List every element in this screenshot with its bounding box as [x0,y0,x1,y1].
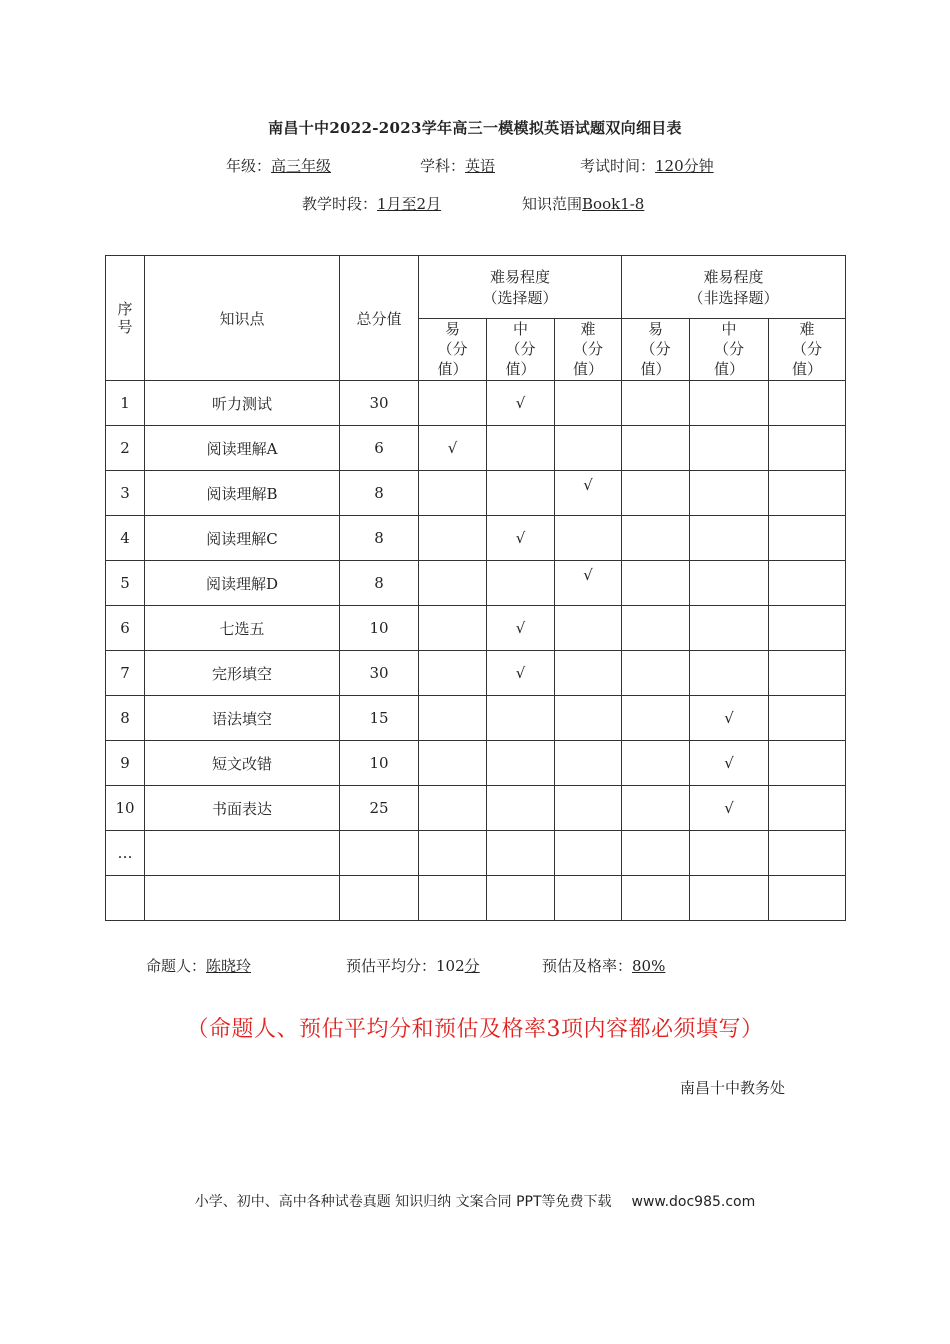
row-score: 30 [340,381,419,426]
check-mark: √ [724,799,734,817]
row-topic: 七选五 [145,606,340,651]
period-value: 1月至2月 [377,195,442,213]
header-topic: 知识点 [145,256,340,381]
difficulty-cell [555,876,622,921]
difficulty-cell [769,831,846,876]
difficulty-cell [769,876,846,921]
header-choice-medium: 中 （分 值） [487,319,555,381]
check-mark: √ [724,709,734,727]
difficulty-cell [690,516,769,561]
difficulty-cell [622,696,690,741]
author-label: 命题人： [146,957,207,975]
difficulty-cell [690,606,769,651]
row-score [340,831,419,876]
difficulty-cell [419,876,487,921]
difficulty-cell [487,696,555,741]
difficulty-cell [555,606,622,651]
row-topic [145,876,340,921]
difficulty-cell [487,876,555,921]
header-seq [106,256,145,381]
row-seq: 1 [106,381,145,426]
author-field [146,955,251,976]
difficulty-cell [622,786,690,831]
row-seq: 10 [106,786,145,831]
time-value: 120分钟 [655,157,714,175]
table-row [106,381,846,426]
header-nonchoice-hard: 难 （分 值） [769,319,846,381]
check-mark: √ [583,476,593,494]
difficulty-cell [487,426,555,471]
header-nonchoice-line1: 难易程度 [703,268,764,286]
table-row [106,606,846,651]
download-footer-text: 小学、初中、高中各种试卷真题 知识归纳 文案合同 PPT等免费下载 [194,1194,612,1210]
difficulty-cell [690,381,769,426]
difficulty-cell [769,516,846,561]
row-topic: 阅读理解B [145,471,340,516]
difficulty-cell [487,471,555,516]
row-topic [145,831,340,876]
grade-label: 年级： [226,157,272,175]
scope-label: 知识范围 [522,195,583,213]
difficulty-cell [690,831,769,876]
period-field [302,193,441,214]
check-mark: √ [724,754,734,772]
header-nonchoice-easy: 易 （分 值） [622,319,690,381]
table-row [106,831,846,876]
difficulty-cell [555,741,622,786]
difficulty-cell [690,741,769,786]
difficulty-cell [555,381,622,426]
difficulty-cell [419,561,487,606]
header-seq-line1: 序 [117,300,133,318]
document-title: 南昌十中2022-2023学年高三一模模拟英语试题双向细目表 [268,119,682,137]
table-row [106,876,846,921]
row-seq: … [106,831,145,876]
row-seq: 7 [106,651,145,696]
download-footer-url[interactable]: www.doc985.com [631,1194,756,1210]
header-choice-easy: 易 （分 值） [419,319,487,381]
required-notice: （命题人、预估平均分和预估及格率3项内容都必须填写） [186,1017,764,1042]
row-topic: 短文改错 [145,741,340,786]
header-choice-group [419,256,622,319]
difficulty-cell [622,426,690,471]
difficulty-cell [487,831,555,876]
difficulty-cell [487,606,555,651]
difficulty-cell [419,606,487,651]
download-footer [0,1191,950,1211]
row-score [340,876,419,921]
difficulty-cell [555,786,622,831]
difficulty-cell [622,561,690,606]
issuing-office: 南昌十中教务处 [680,1079,786,1097]
scope-field [522,193,644,214]
scope-value: Book1-8 [582,195,645,213]
difficulty-cell [419,426,487,471]
time-field [580,155,714,176]
average-unit: 分 [464,957,480,975]
difficulty-cell [690,876,769,921]
difficulty-cell [622,651,690,696]
header-choice-hard: 难 （分 值） [555,319,622,381]
difficulty-cell [419,786,487,831]
row-seq: 9 [106,741,145,786]
difficulty-cell [487,516,555,561]
difficulty-cell [555,561,622,606]
table-row [106,696,846,741]
average-field [346,955,494,976]
difficulty-cell [487,561,555,606]
specification-table [105,255,846,921]
row-seq: 4 [106,516,145,561]
difficulty-cell [419,741,487,786]
author-value: 陈晓玲 [206,957,252,975]
table-row [106,471,846,516]
row-score: 8 [340,516,419,561]
difficulty-cell [555,471,622,516]
row-score: 8 [340,471,419,516]
difficulty-cell [555,831,622,876]
check-mark: √ [515,529,526,547]
difficulty-cell [690,426,769,471]
difficulty-cell [555,516,622,561]
difficulty-cell [769,651,846,696]
table-row [106,516,846,561]
header-nonchoice-medium: 中 （分 值） [690,319,769,381]
difficulty-cell [622,606,690,651]
row-seq: 8 [106,696,145,741]
header-choice-line2: （选择题） [482,289,558,307]
difficulty-cell [769,471,846,516]
difficulty-cell [769,426,846,471]
header-seq-line2: 号 [117,318,133,336]
difficulty-cell [419,471,487,516]
difficulty-cell [622,516,690,561]
header-choice-line1: 难易程度 [490,268,551,286]
table-row [106,651,846,696]
difficulty-cell [690,651,769,696]
check-mark: √ [515,619,526,637]
difficulty-cell [769,606,846,651]
difficulty-cell [622,741,690,786]
difficulty-cell [690,786,769,831]
difficulty-cell [622,471,690,516]
difficulty-cell [769,696,846,741]
difficulty-cell [419,696,487,741]
difficulty-cell [769,381,846,426]
time-label: 考试时间： [580,157,656,175]
difficulty-cell [419,651,487,696]
grade-field [226,155,331,176]
grade-value: 高三年级 [271,157,332,175]
difficulty-cell [622,381,690,426]
row-topic: 书面表达 [145,786,340,831]
difficulty-cell [769,741,846,786]
row-seq: 2 [106,426,145,471]
row-topic: 阅读理解A [145,426,340,471]
pass-rate-label: 预估及格率： [542,957,633,975]
difficulty-cell [419,381,487,426]
difficulty-cell [555,651,622,696]
average-label: 预估平均分：102 [346,957,465,975]
difficulty-cell [690,561,769,606]
difficulty-cell [487,651,555,696]
row-topic: 听力测试 [145,381,340,426]
row-seq: 6 [106,606,145,651]
difficulty-cell [769,786,846,831]
difficulty-cell [690,696,769,741]
difficulty-cell [419,516,487,561]
row-topic: 语法填空 [145,696,340,741]
pass-rate-value: 80% [632,957,666,975]
row-score: 10 [340,741,419,786]
difficulty-cell [487,381,555,426]
row-seq [106,876,145,921]
row-score: 15 [340,696,419,741]
row-seq: 3 [106,471,145,516]
difficulty-cell [622,876,690,921]
table-row [106,426,846,471]
subject-label: 学科： [420,157,466,175]
difficulty-cell [555,696,622,741]
row-seq: 5 [106,561,145,606]
header-nonchoice-group [622,256,846,319]
row-topic: 完形填空 [145,651,340,696]
table-row [106,741,846,786]
difficulty-cell [769,561,846,606]
row-topic: 阅读理解C [145,516,340,561]
row-score: 8 [340,561,419,606]
difficulty-cell [622,831,690,876]
check-mark: √ [515,664,526,682]
subject-value: 英语 [465,157,496,175]
row-topic: 阅读理解D [145,561,340,606]
difficulty-cell [487,741,555,786]
row-score: 30 [340,651,419,696]
difficulty-cell [555,426,622,471]
check-mark: √ [515,394,526,412]
check-mark: √ [583,566,593,584]
row-score: 10 [340,606,419,651]
difficulty-cell [419,831,487,876]
row-score: 25 [340,786,419,831]
subject-field [420,155,495,176]
header-total: 总分值 [340,256,419,381]
table-row [106,561,846,606]
header-nonchoice-line2: （非选择题） [688,289,779,307]
table-row [106,786,846,831]
difficulty-cell [690,471,769,516]
period-label: 教学时段： [302,195,378,213]
row-score: 6 [340,426,419,471]
difficulty-cell [487,786,555,831]
check-mark: √ [447,439,458,457]
pass-rate-field [542,955,665,976]
